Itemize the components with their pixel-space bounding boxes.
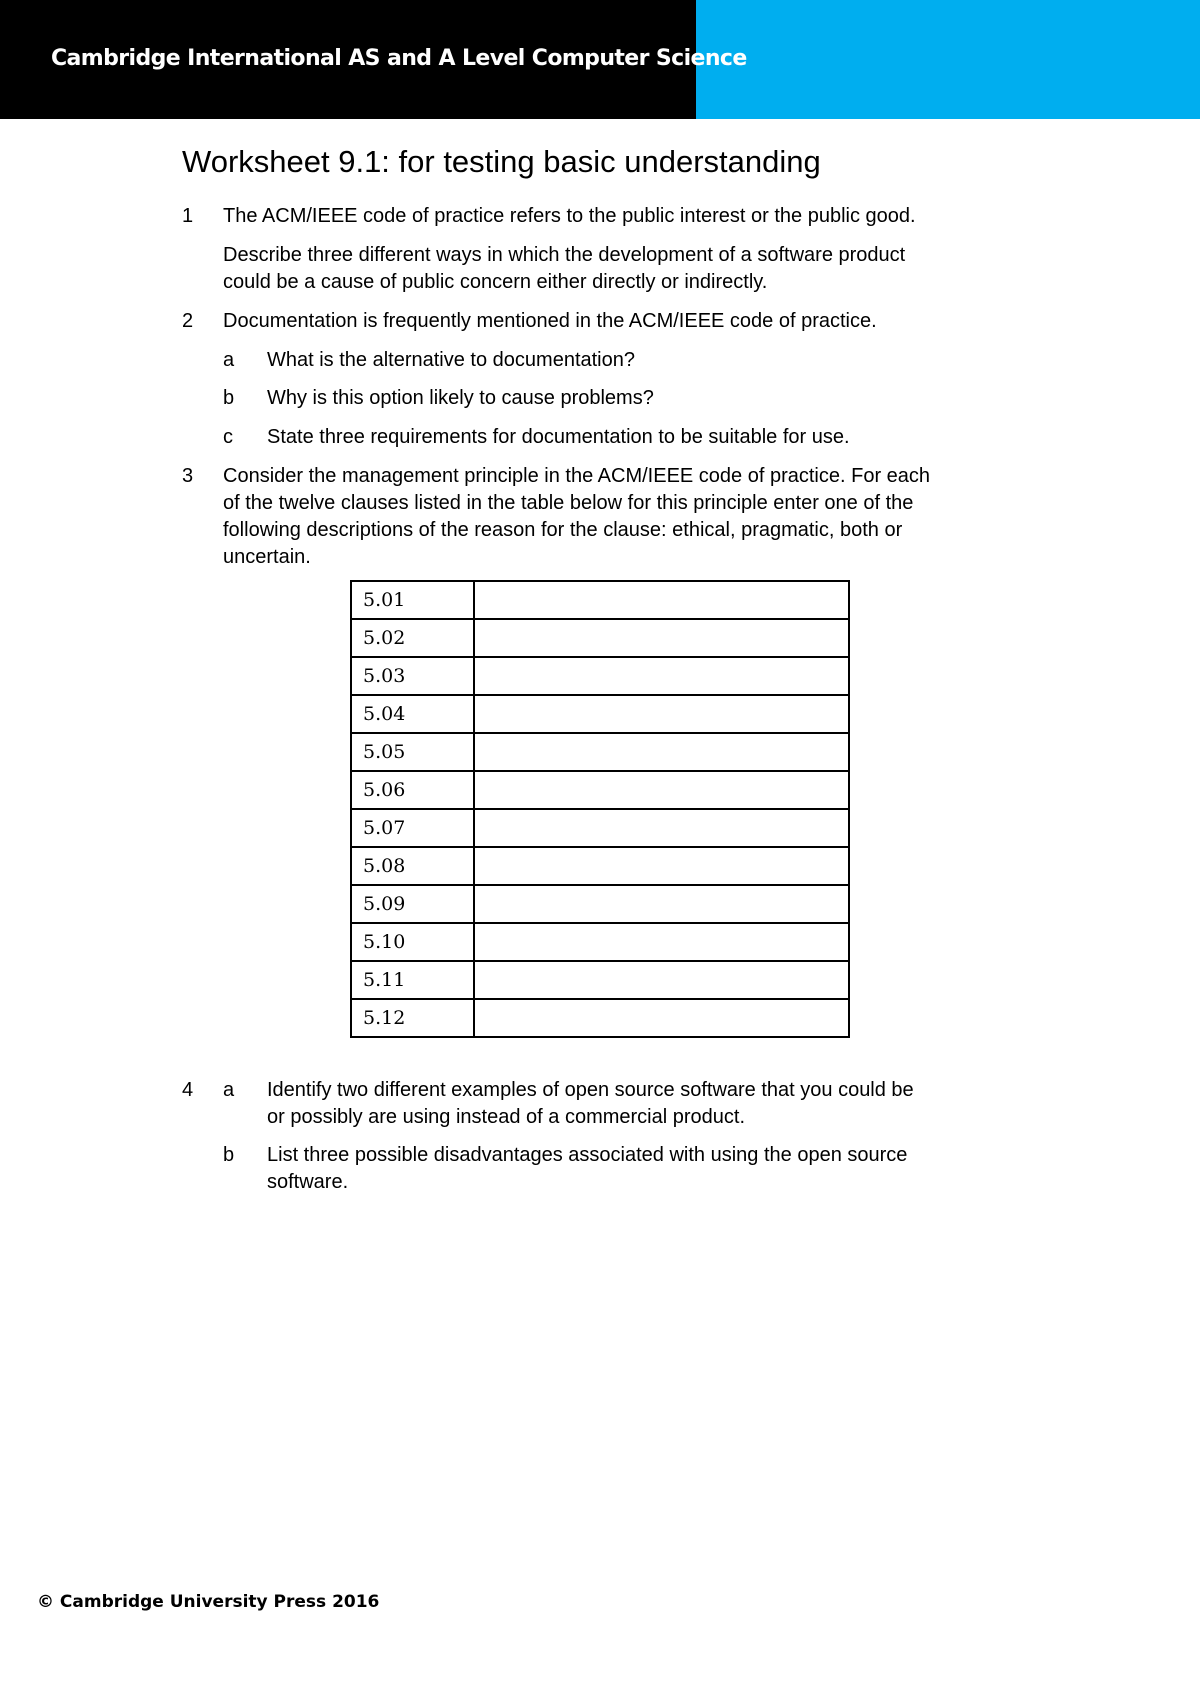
question-4a-letter: a <box>223 1079 235 1101</box>
question-3-text-line3: following descriptions of the reason for the clause: ethical, pragmatic, both or <box>223 519 903 541</box>
question-3-number: 3 <box>182 465 194 487</box>
table-row <box>351 961 849 999</box>
clause-code: 5.07 <box>351 809 474 847</box>
clause-code: 5.06 <box>351 771 474 809</box>
copyright-footer: © Cambridge University Press 2016 <box>37 1592 380 1612</box>
question-4a-text-line2: or possibly are using instead of a commercial product. <box>267 1106 746 1128</box>
question-3-text-line2: of the twelve clauses listed in the table below for this principle enter one of the <box>223 492 914 514</box>
question-1-text: The ACM/IEEE code of practice refers to the public interest or the public good. <box>223 205 916 227</box>
series-title: Cambridge International AS and A Level Computer Science <box>51 46 747 71</box>
question-1-number: 1 <box>182 205 194 227</box>
question-4b-letter: b <box>223 1144 235 1166</box>
answer-cell[interactable] <box>474 657 849 695</box>
question-2a-text: What is the alternative to documentation? <box>267 349 635 371</box>
question-2-text: Documentation is frequently mentioned in the ACM/IEEE code of practice. <box>223 310 877 332</box>
question-2-number: 2 <box>182 310 194 332</box>
question-3-text-line4: uncertain. <box>223 546 311 568</box>
answer-cell[interactable] <box>474 999 849 1037</box>
clause-code: 5.08 <box>351 847 474 885</box>
question-2b-text: Why is this option likely to cause problems? <box>267 387 654 409</box>
answer-cell[interactable] <box>474 847 849 885</box>
clause-code: 5.12 <box>351 999 474 1037</box>
clause-code: 5.04 <box>351 695 474 733</box>
answer-cell[interactable] <box>474 581 849 619</box>
answer-cell[interactable] <box>474 961 849 999</box>
question-1-instruction-line1: Describe three different ways in which the development of a software product <box>223 244 906 266</box>
worksheet-title: Worksheet 9.1: for testing basic understanding <box>182 144 821 179</box>
clause-table <box>350 580 850 1038</box>
question-4-number: 4 <box>182 1079 194 1101</box>
answer-cell[interactable] <box>474 695 849 733</box>
header-accent-block <box>696 0 1200 119</box>
question-4b-text-line2: software. <box>267 1171 349 1193</box>
table-row <box>351 733 849 771</box>
question-1-instruction-line2: could be a cause of public concern either directly or indirectly. <box>223 271 768 293</box>
question-2c-text: State three requirements for documentation to be suitable for use. <box>267 426 850 448</box>
answer-cell[interactable] <box>474 619 849 657</box>
clause-code: 5.11 <box>351 961 474 999</box>
clause-code: 5.03 <box>351 657 474 695</box>
clause-code: 5.09 <box>351 885 474 923</box>
answer-cell[interactable] <box>474 809 849 847</box>
table-row <box>351 771 849 809</box>
question-4a-text-line1: Identify two different examples of open source software that you could be <box>267 1079 914 1101</box>
answer-cell[interactable] <box>474 923 849 961</box>
table-row <box>351 923 849 961</box>
clause-code: 5.02 <box>351 619 474 657</box>
table-row <box>351 619 849 657</box>
question-2b-letter: b <box>223 387 235 409</box>
clause-code: 5.01 <box>351 581 474 619</box>
question-3-text-line1: Consider the management principle in the ACM/IEEE code of practice. For each <box>223 465 931 487</box>
table-row <box>351 581 849 619</box>
table-row <box>351 999 849 1037</box>
answer-cell[interactable] <box>474 885 849 923</box>
answer-cell[interactable] <box>474 771 849 809</box>
clause-code: 5.05 <box>351 733 474 771</box>
question-4b-text-line1: List three possible disadvantages associated with using the open source <box>267 1144 908 1166</box>
table-row <box>351 809 849 847</box>
table-row <box>351 885 849 923</box>
clause-code: 5.10 <box>351 923 474 961</box>
table-row <box>351 695 849 733</box>
table-row <box>351 847 849 885</box>
question-2a-letter: a <box>223 349 235 371</box>
answer-cell[interactable] <box>474 733 849 771</box>
question-2c-letter: c <box>223 426 233 448</box>
table-row <box>351 657 849 695</box>
